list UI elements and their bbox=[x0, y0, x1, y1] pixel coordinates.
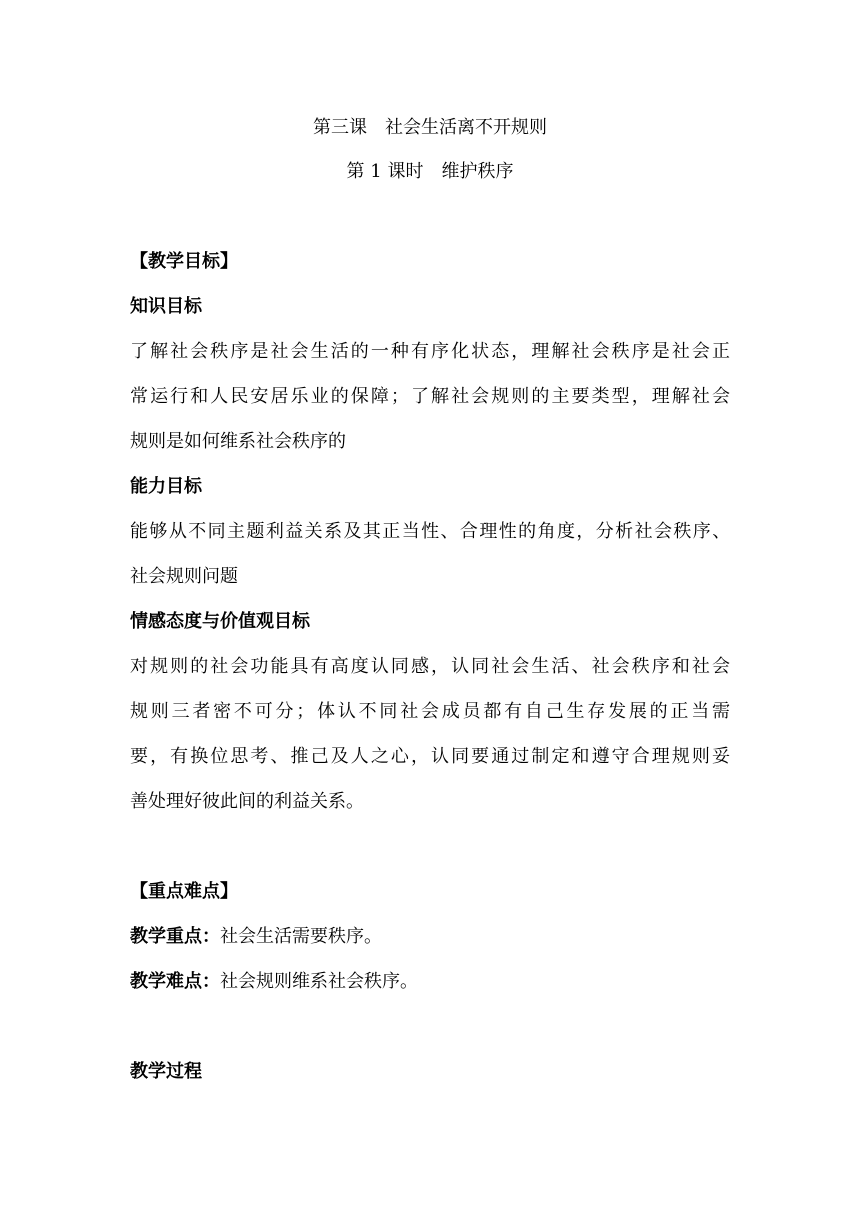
teaching-difficulty bbox=[130, 969, 418, 995]
emotion-objective-heading: 情感态度与价值观目标 bbox=[130, 611, 310, 632]
knowledge-objective-line: 了解社会秩序是社会生活的一种有序化状态，理解社会秩序是社会正 bbox=[130, 341, 730, 362]
teaching-objectives-heading: 【教学目标】 bbox=[130, 251, 238, 272]
key-points-heading: 【重点难点】 bbox=[130, 881, 238, 902]
knowledge-objective-line: 规则是如何维系社会秩序的 bbox=[130, 431, 346, 452]
ability-objective-line: 能够从不同主题利益关系及其正当性、合理性的角度，分析社会秩序、 bbox=[130, 521, 730, 542]
emotion-objective-line: 要，有换位思考、推己及人之心，认同要通过制定和遵守合理规则妥 bbox=[130, 746, 730, 767]
teaching-focus bbox=[130, 924, 382, 950]
teaching-focus-label: 教学重点： bbox=[130, 926, 220, 947]
ability-objective-heading: 能力目标 bbox=[130, 476, 202, 497]
emotion-objective-line: 善处理好彼此间的利益关系。 bbox=[130, 791, 364, 812]
knowledge-objective-heading: 知识目标 bbox=[130, 296, 202, 317]
knowledge-objective-line: 常运行和人民安居乐业的保障；了解社会规则的主要类型，理解社会 bbox=[130, 386, 730, 407]
emotion-objective-line: 规则三者密不可分；体认不同社会成员都有自己生存发展的正当需 bbox=[130, 701, 730, 722]
teaching-difficulty-label: 教学难点： bbox=[130, 971, 220, 992]
period-title: 第 1 课时 维护秩序 bbox=[346, 161, 514, 182]
ability-objective-line: 社会规则问题 bbox=[130, 566, 238, 587]
lesson-title: 第三课 社会生活离不开规则 bbox=[313, 117, 547, 138]
teaching-difficulty-text: 社会规则维系社会秩序。 bbox=[220, 971, 418, 992]
teaching-process-heading: 教学过程 bbox=[130, 1061, 202, 1082]
emotion-objective-line: 对规则的社会功能具有高度认同感，认同社会生活、社会秩序和社会 bbox=[130, 656, 730, 677]
teaching-focus-text: 社会生活需要秩序。 bbox=[220, 926, 382, 947]
